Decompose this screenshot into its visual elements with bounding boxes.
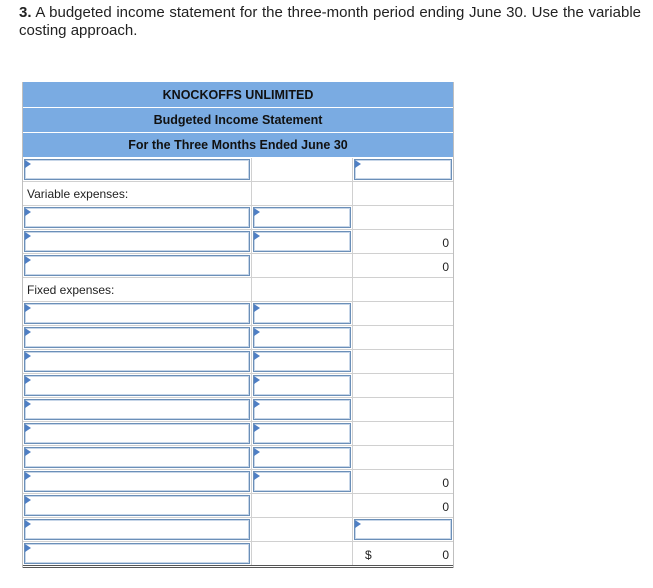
table-row bbox=[23, 182, 453, 206]
net-income-value: 0 bbox=[442, 548, 449, 562]
statement-title: Budgeted Income Statement bbox=[23, 108, 453, 133]
table-row bbox=[23, 518, 453, 542]
line-item-input[interactable] bbox=[24, 327, 250, 348]
line-item-input[interactable] bbox=[24, 159, 250, 180]
amount-input[interactable] bbox=[253, 399, 351, 420]
line-item-input[interactable] bbox=[24, 495, 250, 516]
line-item-input[interactable] bbox=[24, 543, 250, 564]
question-text bbox=[19, 4, 641, 40]
line-item-input[interactable] bbox=[24, 255, 250, 276]
amount-input[interactable] bbox=[253, 303, 351, 324]
variable-expenses-label: Variable expenses: bbox=[27, 187, 129, 201]
amount-input[interactable] bbox=[253, 351, 351, 372]
amount-input[interactable] bbox=[253, 375, 351, 396]
line-item-input[interactable] bbox=[24, 351, 250, 372]
computed-value: 0 bbox=[442, 260, 449, 274]
line-item-input[interactable] bbox=[24, 519, 250, 540]
line-item-input[interactable] bbox=[24, 375, 250, 396]
table-row bbox=[23, 278, 453, 302]
table-row bbox=[23, 422, 453, 446]
income-statement-worksheet bbox=[22, 82, 454, 568]
amount-input[interactable] bbox=[253, 423, 351, 444]
amount-input[interactable] bbox=[253, 231, 351, 252]
currency-symbol: $ bbox=[365, 548, 372, 562]
table-row bbox=[23, 230, 453, 254]
line-item-input[interactable] bbox=[24, 423, 250, 444]
table-row bbox=[23, 254, 453, 278]
amount-input[interactable] bbox=[253, 471, 351, 492]
computed-value: 0 bbox=[442, 476, 449, 490]
question-body: A budgeted income statement for the three-month period ending June 30. Use the variable costing approach. bbox=[19, 4, 641, 39]
table-row bbox=[23, 158, 453, 182]
table-row bbox=[23, 374, 453, 398]
table-row bbox=[23, 446, 453, 470]
computed-value: 0 bbox=[442, 236, 449, 250]
company-name: KNOCKOFFS UNLIMITED bbox=[23, 82, 453, 108]
line-item-input[interactable] bbox=[24, 303, 250, 324]
line-item-input[interactable] bbox=[24, 207, 250, 228]
line-item-input[interactable] bbox=[24, 447, 250, 468]
line-item-input[interactable] bbox=[24, 399, 250, 420]
amount-input[interactable] bbox=[354, 519, 452, 540]
table-row bbox=[23, 398, 453, 422]
line-item-input[interactable] bbox=[24, 471, 250, 492]
amount-input[interactable] bbox=[354, 159, 452, 180]
question-number: 3. bbox=[19, 4, 32, 21]
amount-input[interactable] bbox=[253, 327, 351, 348]
table-row bbox=[23, 302, 453, 326]
amount-input[interactable] bbox=[253, 447, 351, 468]
table-row bbox=[23, 542, 453, 568]
amount-input[interactable] bbox=[253, 207, 351, 228]
table-row bbox=[23, 326, 453, 350]
line-item-input[interactable] bbox=[24, 231, 250, 252]
fixed-expenses-label: Fixed expenses: bbox=[27, 283, 115, 297]
table-row bbox=[23, 470, 453, 494]
table-row bbox=[23, 350, 453, 374]
computed-value: 0 bbox=[442, 500, 449, 514]
statement-period: For the Three Months Ended June 30 bbox=[23, 133, 453, 158]
table-row bbox=[23, 206, 453, 230]
table-row bbox=[23, 494, 453, 518]
